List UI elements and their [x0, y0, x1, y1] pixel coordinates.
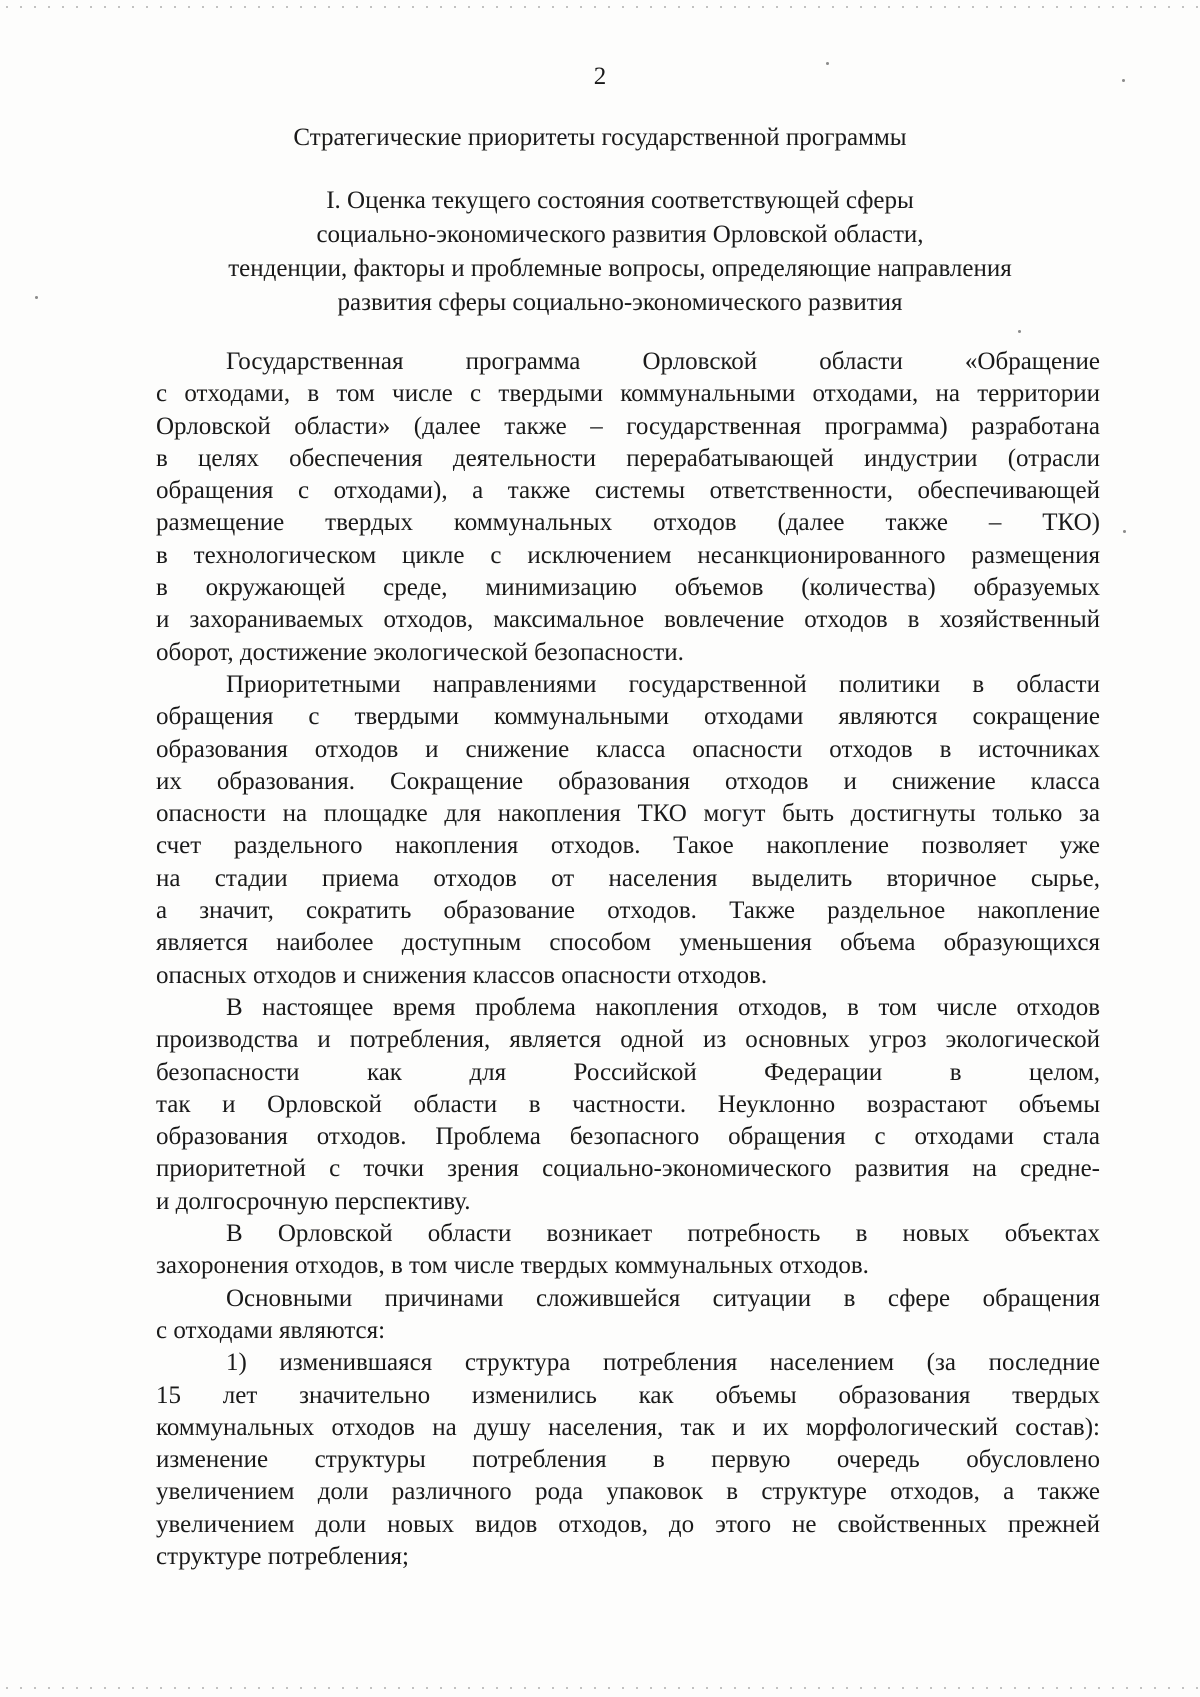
section-heading-line: социально-экономического развития Орловской области,	[316, 221, 924, 248]
text-line: увеличением доли новых видов отходов, до этого не свойственных прежней	[156, 1510, 1100, 1538]
text-line: с отходами, в том числе с твердыми коммунальными отходами, на территории	[156, 380, 1100, 408]
text-line: изменение структуры потребления в первую очередь обусловлено	[156, 1446, 1100, 1474]
text-line: их образования. Сокращение образования отходов и снижение класса	[156, 767, 1100, 795]
scan-speck	[1018, 330, 1021, 333]
scan-speck	[35, 296, 38, 299]
section-heading-line: I. Оценка текущего состояния соответствующей сферы	[326, 187, 914, 214]
text-line: увеличением доли различного рода упаковок в структуре отходов, а также	[156, 1478, 1100, 1506]
text-line: так и Орловской области в частности. Неуклонно возрастают объемы	[156, 1090, 1100, 1118]
text-line: в целях обеспечения деятельности перерабатывающей индустрии (отрасли	[156, 444, 1100, 472]
text-line: образования отходов и снижение класса опасности отходов в источниках	[156, 735, 1100, 763]
text-line: является наиболее доступным способом уменьшения объема образующихся	[156, 929, 1100, 957]
text-line: приоритетной с точки зрения социально-экономического развития на средне-	[156, 1155, 1100, 1183]
text-line: Приоритетными направлениями государственной политики в области	[226, 670, 1100, 698]
text-line: в окружающей среде, минимизацию объемов (количества) образуемых	[156, 574, 1100, 602]
page-number: 2	[593, 63, 607, 90]
scan-edge-top	[0, 6, 1200, 8]
text-line: захоронения отходов, в том числе твердых коммунальных отходов.	[156, 1252, 869, 1280]
text-line: и долгосрочную перспективу.	[156, 1187, 471, 1215]
text-line: размещение твердых коммунальных отходов (далее также – ТКО)	[156, 509, 1100, 537]
text-line: а значит, сократить образование отходов. Также раздельное накопление	[156, 897, 1100, 925]
text-line: производства и потребления, является одной из основных угроз экологической	[156, 1026, 1100, 1054]
text-line: счет раздельного накопления отходов. Такое накопление позволяет уже	[156, 832, 1100, 860]
text-line: опасности на площадке для накопления ТКО могут быть достигнуты только за	[156, 800, 1100, 828]
text-line: с отходами являются:	[156, 1316, 386, 1344]
section-heading-line: тенденции, факторы и проблемные вопросы, определяющие направления	[228, 255, 1012, 282]
text-line: Государственная программа Орловской области «Обращение	[226, 348, 1100, 375]
text-line: Основными причинами сложившейся ситуации в сфере обращения	[226, 1284, 1100, 1312]
text-line: образования отходов. Проблема безопасного обращения с отходами стала	[156, 1123, 1100, 1151]
text-line: 15 лет значительно изменились как объемы образования твердых	[156, 1381, 1100, 1409]
text-line: коммунальных отходов на душу населения, так и их морфологический состав):	[156, 1413, 1100, 1441]
section-heading-line: развития сферы социально-экономического развития	[337, 289, 903, 316]
scan-speck	[1123, 530, 1126, 533]
body-text	[156, 346, 1100, 1573]
section-heading	[150, 184, 1090, 320]
text-line: в технологическом цикле с исключением несанкционированного размещения	[156, 541, 1100, 569]
text-line: и захораниваемых отходов, максимальное вовлечение отходов в хозяйственный	[156, 606, 1100, 634]
text-line: В Орловской области возникает потребность в новых объектах	[226, 1220, 1100, 1248]
text-line: безопасности как для Российской Федерации в целом,	[156, 1058, 1100, 1086]
text-line: обращения с отходами), а также системы ответственности, обеспечивающей	[156, 477, 1100, 505]
text-line: Орловской области» (далее также – государственная программа) разработана	[156, 412, 1100, 440]
text-line: обращения с твердыми коммунальными отходами являются сокращение	[156, 703, 1100, 731]
text-line: опасных отходов и снижения классов опасности отходов.	[156, 961, 768, 989]
text-line: структуре потребления;	[156, 1542, 410, 1570]
list-item-line: 1) изменившаяся структура потребления населением (за последние	[226, 1349, 1100, 1377]
text-line: на стадии приема отходов от населения выделить вторичное сырье,	[156, 864, 1100, 892]
page-title: Стратегические приоритеты государственной программы	[293, 124, 907, 151]
text-line: оборот, достижение экологической безопасности.	[156, 638, 684, 666]
text-line: В настоящее время проблема накопления отходов, в том числе отходов	[226, 993, 1100, 1021]
scan-edge-bottom	[0, 1687, 1200, 1689]
